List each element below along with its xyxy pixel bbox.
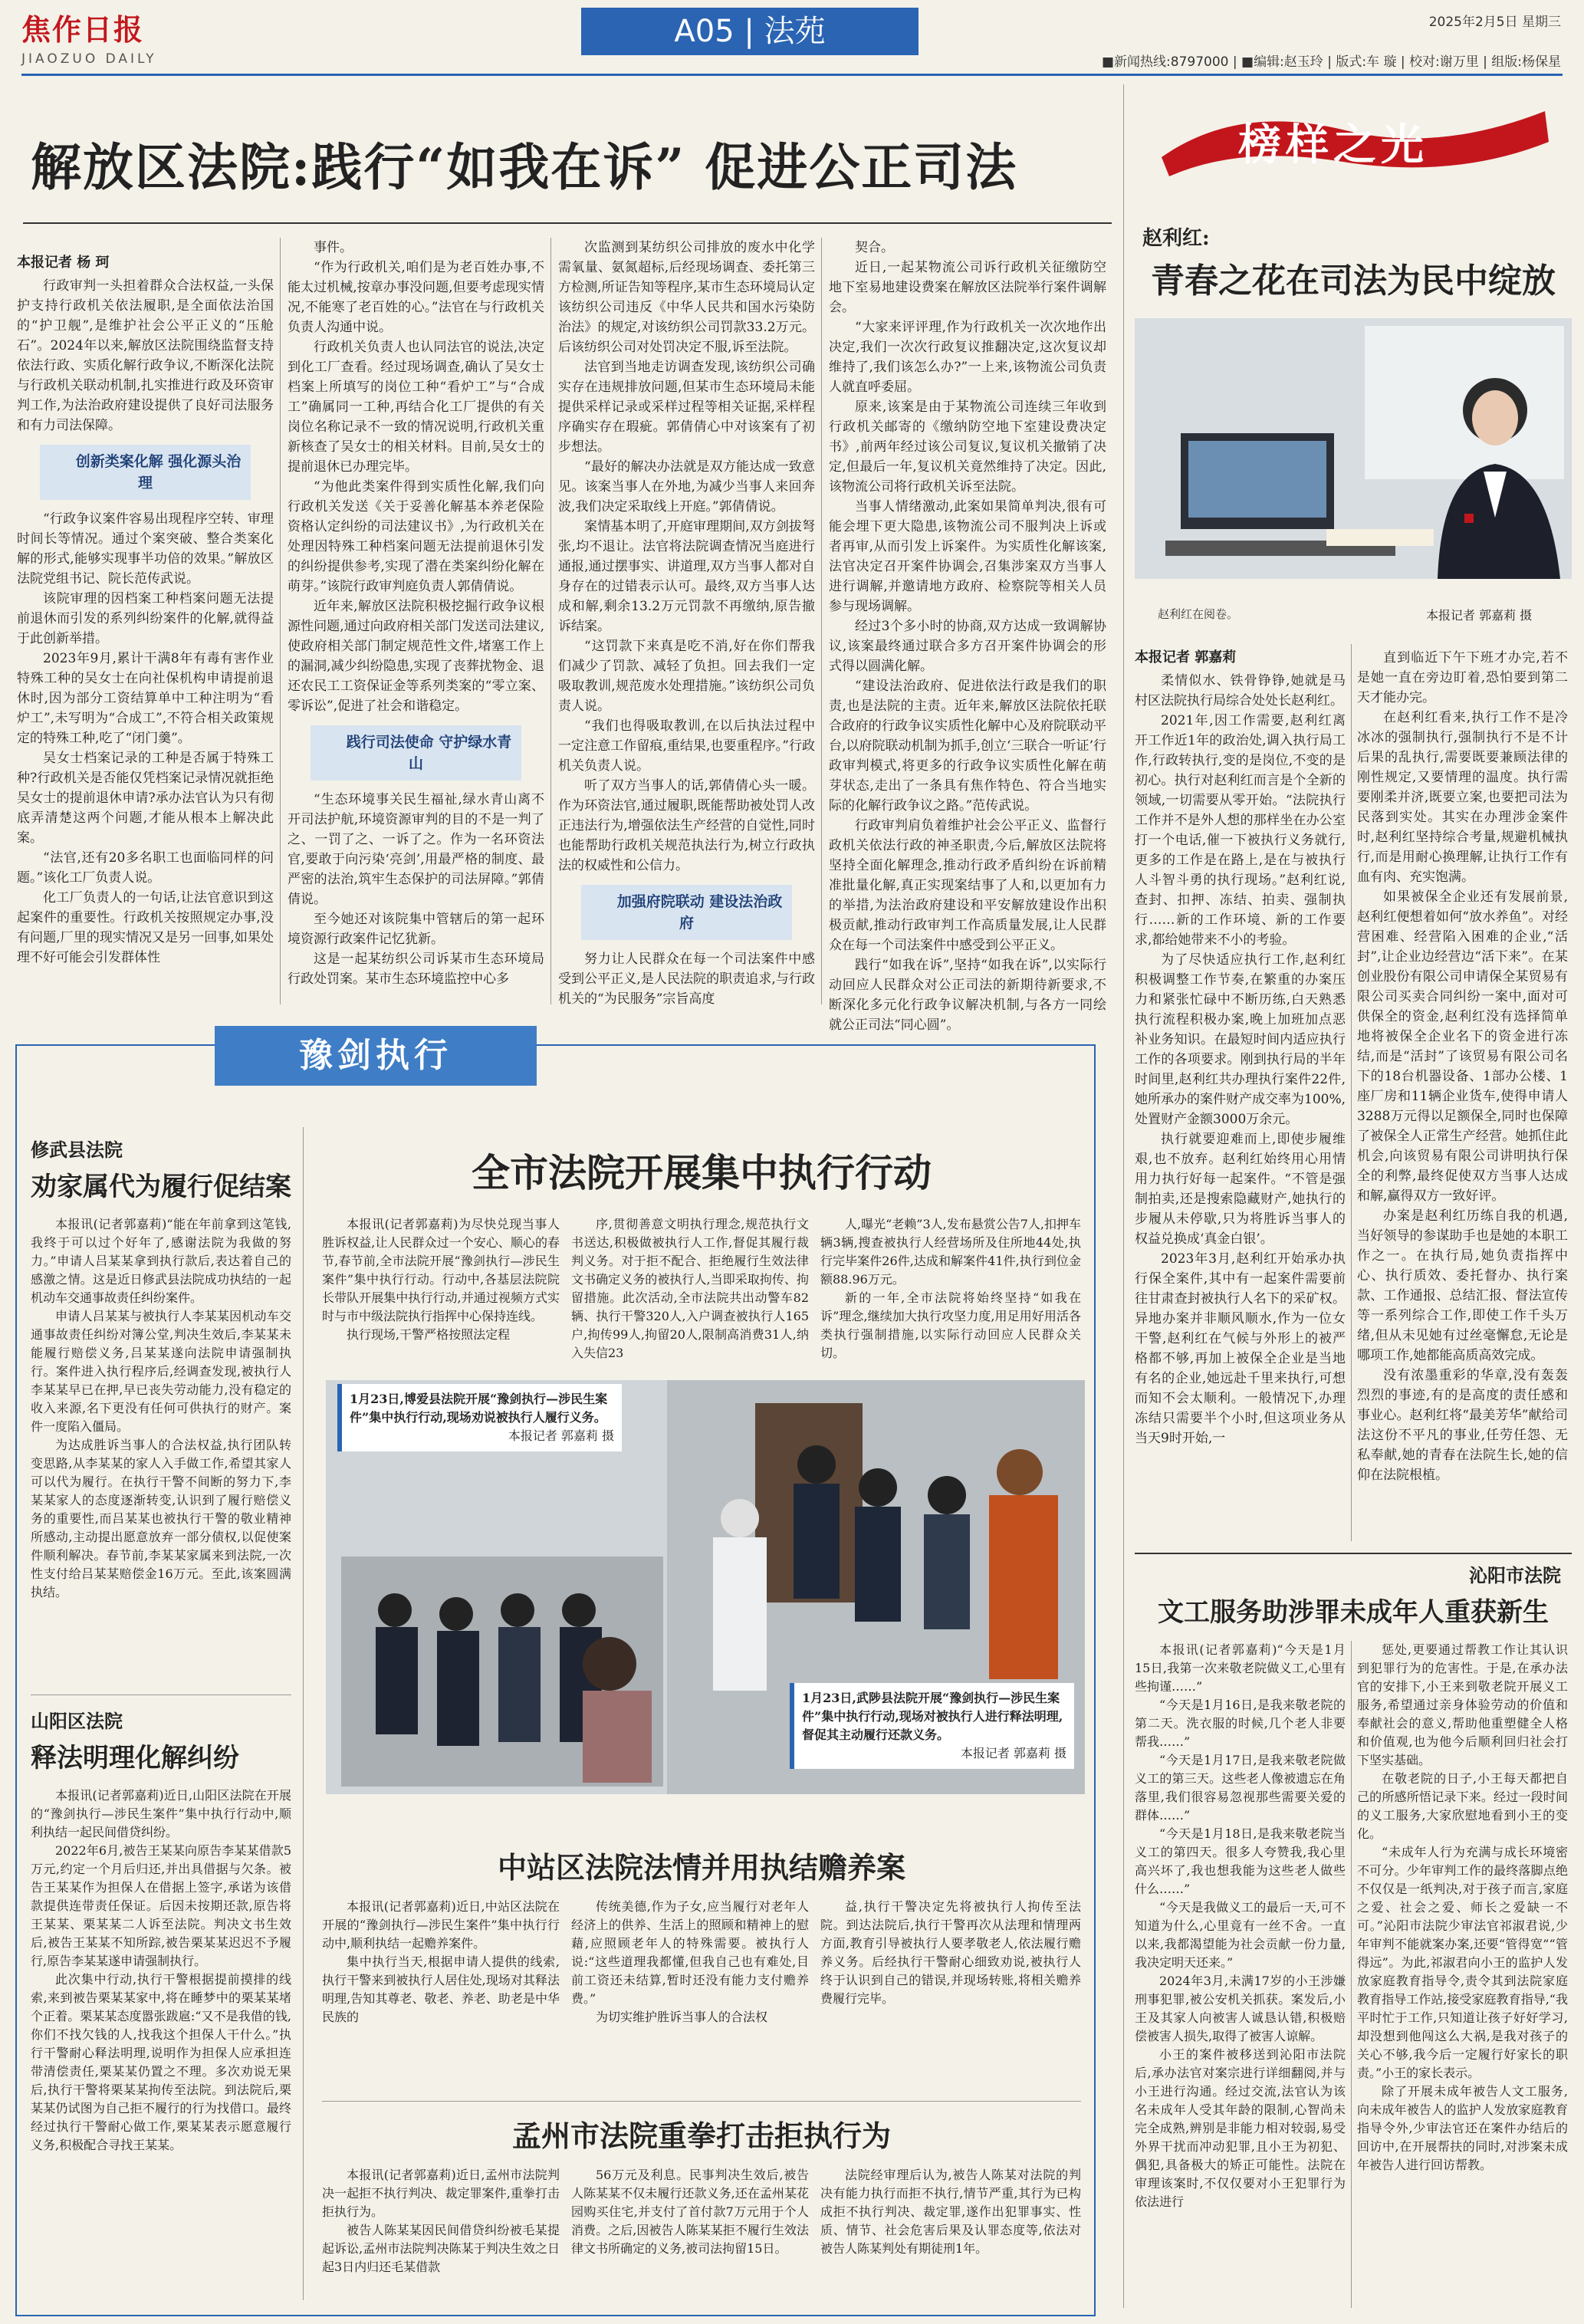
lead-paragraph: 化工厂负责人的一句话,让法官意识到这起案件的重要性。行政机关按照规定办事,没有问题,厂里的现实情况又是另一回事,如果处理不好可能会引发群体性 — [17, 890, 274, 965]
issue-date: 2025年2月5日 星期三 — [1428, 15, 1561, 30]
mengzhou-paragraph: 56万元及利息。民事判决生效后,被告人陈某某不仅未履行还款义务,还在孟州某花园购买住宅,并支付了首付款7万元用于个人消费。之后,因被告人陈某某拒不履行生效法律文书所确定的义务,被司法拘留15日。 — [571, 2168, 809, 2256]
zhongzhan-headline: 中站区法院法情并用执结赡养案 — [497, 1850, 905, 1885]
lead-paragraph: “行政争议案件容易出现程序空转、审理时间长等情况。通过个案突破、整合类案化解的形式,能够实现事半功倍的效果。”解放区法院党组书记、院长范传武说。 — [17, 511, 274, 587]
judge-photo-image — [1135, 318, 1572, 579]
zhongzhan-column-3 — [820, 1898, 1081, 2008]
xiuwu-court-name: 修武县法院 — [31, 1139, 123, 1161]
feature-paragraph: 为了尽快适应执行工作,赵利红积极调整工作节奏,在繁重的办案压力和紧张忙碌中不断历练,白天熟悉执行流程积极办案,晚上加班加点恶补业务知识。在最短时间内适应执行工作的各项要求。刚到执行局的半年时间里,赵利红共办理执行案件22件,她所承办的案件财产成交率为100%,处置财产金额3000万余元。 — [1135, 952, 1346, 1127]
xiuwu-body — [31, 1215, 291, 1602]
lead-column-1 — [17, 253, 274, 968]
qinyang-paragraph: 惩处,更要通过帮教工作让其认识到犯罪行为的危害性。于是,在承办法官的安排下,小王来到敬老院开展义工服务,希望通过亲身体验劳动的价值和奉献社会的意义,帮助他重塑健全人格和价值观,也为他今后顺利回归社会打下坚实基础。 — [1357, 1642, 1568, 1767]
qinyang-paragraph: “今天是1月17日,是我来敬老院做义工的第三天。这些老人像被遗忘在角落里,我们很容易忽视那些需要关爱的群体……” — [1135, 1753, 1346, 1823]
feature-paragraph: 在赵利红看来,执行工作不是冷冰冰的强制执行,强制执行不是不计后果的乱执行,需要既要兼顾法律的刚性规定,又要情理的温度。执行需要刚柔并济,既要立案,也要把司法为民落到实处。其实在办理涉金案件时,赵利红坚持综合考量,规避机械执行,而是用耐心换理解,让执行工作有血有肉、充实饱满。 — [1357, 710, 1568, 885]
main-paragraph: 新的一年,全市法院将始终坚持“如我在诉”理念,继续加大执行攻坚力度,用足用好用活各类执行强制措施,以实际行动回应人民群众关切。 — [820, 1290, 1081, 1360]
lead-paragraph: 当事人情绪激动,此案如果简单判决,很有可能会埋下更大隐患,该物流公司不服判决上诉或者再审,从而引发上诉案件。为实质性化解该案,法官决定召开案件协调会,召集涉案双方当事人进行调解,并邀请地方政府、检察院等相关人员参与现场调解。 — [829, 499, 1106, 614]
lead-paragraph: 法官到当地走访调查发现,该纺织公司确实存在违规排放问题,但某市生态环境局未能提供采样记录或采样过程等相关证据,采样程序确实存在瑕疵。郭倩倩心中对该案有了初步想法。 — [558, 360, 815, 455]
lead-paragraph: 近日,一起某物流公司诉行政机关征缴防空地下室易地建设费案在解放区法院举行案件调解会。 — [829, 260, 1106, 315]
column-divider — [550, 238, 551, 1004]
feature-column-1 — [1135, 648, 1346, 1448]
feature-headline: 青春之花在司法为民中绽放 — [1151, 261, 1556, 301]
lead-headline: 解放区法院:践行“如我在诉” 促进公正司法 — [31, 137, 1018, 197]
zhongzhan-paragraph: 本报讯(记者郭嘉莉)近日,中站区法院在开展的“豫剑执行—涉民生案件”集中执行行动中,顺利执结一起赡养案件。 — [322, 1899, 560, 1951]
page-number: A05 — [674, 14, 734, 49]
qinyang-paragraph: “未成年人行为充满与成长环境密不可分。少年审判工作的最终落脚点绝不仅仅是一纸判决,对于孩子而言,家庭之爱、社会之爱、师长之爱缺一不可。”沁阳市法院少审法官祁淑君说,少年审判不能就案办案,还要“管得宽”“管得远”。为此,祁淑君向小王的监护人发放家庭教育指导令,责令其到法院家庭教育指导工作站,接受家庭教育指导,“我平时忙于工作,只知道让孩子好好学习,却没想到他闯这么大祸,是我对孩子的关心不够,我今后一定履行好家长的职责。”小王的家长表示。 — [1357, 1845, 1568, 2080]
lead-paragraph: 2023年9月,累计干满8年有毒有害作业特殊工种的吴女士在向社保机构申请提前退休时,因为部分工资结算单中工种注明为“看炉工”,未写明为“合成工”,不符合相关政策规定的特殊工种,吃了“闭门羹”。 — [17, 651, 274, 746]
qinyang-paragraph: 小王的案件被移送到沁阳市法院后,承办法官对案宗进行详细翻阅,并与小王进行沟通。经过交流,法官认为该名未成年人受其年龄的限制,心智尚未完全成熟,辨别是非能力相对较弱,易受外界干扰而冲动犯罪,且小王为初犯、偶犯,具备极大的矫正可能性。法院在审理该案时,不仅仅要对小王犯罪行为依法进行 — [1135, 2047, 1346, 2209]
feature-paragraph: 2023年3月,赵利红开始承办执行保全案件,其中有一起案件需要前往甘肃查封被执行人名下的采矿权。异地办案并非顺风顺水,作为一位女干警,赵利红在气候与外形上的被严格都不够,再加上被保全企业是当地有名的企业,她远赴千里来执行,可想而知不会太顺利。一般情况下,办理冻结只需要半个小时,但这项业务从当天9时开始,一 — [1135, 1251, 1346, 1446]
photo-caption-1 — [337, 1384, 622, 1451]
mengzhou-column-1 — [322, 2166, 560, 2276]
lead-paragraph: 次监测到某纺织公司排放的废水中化学需氧量、氨氮超标,后经现场调查、委托第三方检测,所证告知等程序,某市生态环境局认定该纺织公司违反《中华人民共和国水污染防治法》的规定,对该纺织公司罚款33.2万元。后该纺织公司对处罚决定不服,诉至法院。 — [558, 240, 815, 355]
header-rule — [21, 74, 1563, 76]
qinyang-paragraph: “今天是1月16日,是我来敬老院的第二天。洗衣服的时候,几个老人非要帮我……” — [1135, 1698, 1346, 1749]
column-divider — [821, 238, 822, 1004]
lead-subhead-1: 创新类案化解 强化源头治理 — [40, 445, 251, 500]
lead-paragraph: 践行“如我在诉”,坚持“如我在诉”,以实际行动回应人民群众对公正司法的新期待新要求,不断深化多元化行政争议解决机制,与各方一同绘就公正司法“同心圆”。 — [829, 958, 1106, 1033]
lead-paragraph: 事件。 — [314, 240, 353, 255]
mengzhou-paragraph: 被告人陈某某因民间借贷纠纷被毛某提起诉讼,孟州市法院判决陈某于判决生效之日起3日内归还毛某借款 — [322, 2223, 560, 2274]
page-section-tab: A05 | 法苑 — [581, 8, 919, 55]
zhongzhan-paragraph: 益,执行干警决定先将被执行人拘传至法院。到达法院后,执行干警再次从法理和情理两方面,教育引导被执行人要孝敬老人,依法履行赡养义务。后经执行干警耐心细致劝说,被执行人终于认识到自己的错误,并现场转账,将相关赡养费履行完毕。 — [820, 1899, 1081, 2006]
xiuwu-paragraph: 本报讯(记者郭嘉莉)“能在年前拿到这笔钱,我终于可以过个好年了,感谢法院为我做的努力。”申请人吕某某拿到执行款后,表达着自己的感激之情。这是近日修武县法院成功执结的一起机动车交通事故责任纠纷案件。 — [31, 1217, 291, 1305]
feature-column-2 — [1357, 648, 1568, 1485]
mengzhou-paragraph: 本报讯(记者郭嘉莉)近日,孟州市法院判决一起拒不执行判决、裁定罪案件,重拳打击拒执行为。 — [322, 2168, 560, 2219]
newspaper-logo-en: JIAOZUO DAILY — [21, 51, 157, 67]
headline-rule — [23, 222, 1112, 224]
lead-paragraph: 行政审判一头担着群众合法权益,一头保护支持行政机关依法履职,是全面依法治国的“护卫舰”,是维护社会公平正义的“压舱石”。2024年以来,解放区法院围绕监督支持依法行政、实质化解行政争议,不断深化法院与行政机关联动机制,扎实推进行政及环资审判工作,为法治政府建设提供了良好司法服务和有力司法保障。 — [17, 278, 274, 433]
photo-caption-1-text: 1月23日,博爱县法院开展“豫剑执行—涉民生案件”集中执行行动,现场劝说被执行人履行义务。 — [350, 1392, 608, 1425]
shanyang-headline: 释法明理化解纠纷 — [31, 1743, 239, 1773]
shanyang-paragraph: 本报讯(记者郭嘉莉)近日,山阳区法院在开展的“豫剑执行—涉民生案件”集中执行行动中,顺利执结一起民间借贷纠纷。 — [31, 1788, 291, 1839]
lead-paragraph: 该院审理的因档案工种档案问题无法提前退休而引发的系列纠纷案件的化解,就得益于此创新举措。 — [17, 591, 274, 646]
qinyang-paragraph: “今天是我做义工的最后一天,可不知道为什么,心里竟有一丝不舍。一直以来,我都渴望能为社会贡献一份力量,我决定明天还来。” — [1135, 1900, 1346, 1970]
lead-paragraph: “为他此类案件得到实质性化解,我们向行政机关发送《关于妥善化解基本养老保险资格认定纠纷的司法建议书》,为行政机关在处理因特殊工种档案问题无法提前退休引发的纠纷提供参考,实现了潜在类案纠纷化解在萌芽。”该院行政审判庭负责人郭倩倩说。 — [288, 479, 544, 594]
feature-photo — [1135, 318, 1572, 579]
bangyang-title: 榜样之光 — [1238, 120, 1428, 170]
zhongzhan-paragraph: 集中执行当天,根据申请人提供的线索,执行干警来到被执行人居住处,现场对其释法明理,告知其尊老、敬老、养老、助老是中华民族的 — [322, 1954, 560, 2024]
feature-paragraph: 执行就要迎难而上,即使步履维艰,也不放弃。赵利红始终用心用情用力执行好每一起案件。“不管是强制拍卖,还是搜索隐藏财产,她执行的步履从未停歇,只为将胜诉当事人的权益兑换成‘真金白银’。 — [1135, 1132, 1346, 1247]
lead-paragraph: 行政审判肩负着维护社会公平正义、监督行政机关依法行政的神圣职责,今后,解放区法院将坚持全面化解理念,推动行政矛盾纠纷在诉前精准批量化解,真正实现案结事了人和,以更加有力的举措,为法治政府建设和平安解放建设作出积极贡献,推动行政审判工作高质量发展,让人民群众在每一个司法案件中感受到公平正义。 — [829, 818, 1106, 953]
qinyang-paragraph: 在敬老院的日子,小王每天都把自己的所感所悟记录下来。经过一段时间的义工服务,大家欣慰地看到小王的变化。 — [1357, 1771, 1568, 1841]
feature-paragraph: 没有浓墨重彩的华章,没有轰轰烈烈的事迹,有的是高度的责任感和事业心。赵利红将“最美芳华”献给司法这份不平凡的事业,任劳任怨、无私奉献,她的青春在法院生长,她的信仰在法院根植。 — [1357, 1368, 1568, 1483]
qinyang-court-name: 沁阳市法院 — [1469, 1564, 1561, 1586]
column-divider — [1351, 1641, 1352, 2308]
qinyang-paragraph: 2024年3月,未满17岁的小王涉嫌刑事犯罪,被公安机关抓获。案发后,小王及其家人向被害人诚恳认错,积极赔偿被害人损失,取得了被害人谅解。 — [1135, 1974, 1346, 2043]
feature-paragraph: 办案是赵利红历练自我的机遇,当好领导的参谋助手也是她的本职工作之一。在执行局,她负责指挥中心、执行质效、委托督办、执行案款、工作通报、总结汇报、督法宣传等一系列综合工作,即使工作千头万绪,但从未见她有过丝毫懈怠,无论是哪项工作,她都能高质高效完成。 — [1357, 1208, 1568, 1363]
shanyang-paragraph: 此次集中行动,执行干警根据提前摸排的线索,来到被告栗某某家中,将在睡梦中的栗某某堵个正着。栗某某态度嚣张跋扈:“又不是我借的钱,你们不找欠钱的人,找我这个担保人干什么。”执行干警耐心释法明理,说明作为担保人应承担连带清偿责任,栗某某仍置之不理。多次劝说无果后,执行干警将栗某某拘传至法院。到法院后,栗某某仍试图为自己拒不履行的行为找借口。最终经过执行干警耐心做工作,栗某某表示愿意履行义务,积极配合寻找王某某。 — [31, 1972, 291, 2152]
photo-caption-1-credit: 本报记者 郭嘉莉 摄 — [508, 1428, 614, 1443]
lead-column-3 — [558, 238, 815, 1009]
editor-credits: ■新闻热线:8797000 | ■编辑:赵玉玲 | 版式:车 璇 | 校对:谢万里 | 组版:杨保星 — [1101, 54, 1561, 70]
mengzhou-paragraph: 法院经审理后认为,被告人陈某对法院的判决有能力执行而拒不执行,情节严重,其行为已构成拒不执行判决、裁定罪,遂作出犯罪事实、性质、情节、社会危害后果及认罪态度等,依法对被告人陈某判处有期徒刑1年。 — [820, 2168, 1081, 2256]
main-column-2 — [571, 1215, 809, 1363]
mengzhou-column-2 — [571, 2166, 809, 2258]
lead-column-4 — [829, 238, 1106, 1035]
lead-paragraph: “我们也得吸取教训,在以后执法过程中一定注意工作留痕,重结果,也要重程序。”行政机关负责人说。 — [558, 718, 815, 774]
column-divider — [303, 1127, 304, 2300]
xiuwu-headline: 劝家属代为履行促结案 — [31, 1172, 291, 1202]
lead-paragraph: “生态环境事关民生福祉,绿水青山离不开司法护航,环境资源审判的目的不是一判了之、一罚了之、一诉了之。作为一名环资法官,要敢于向污染‘亮剑’,用最严格的制度、最严密的法治,筑牢生态保护的司法屏障。”郭倩倩说。 — [288, 792, 544, 907]
section-rule — [1135, 1553, 1572, 1554]
qinyang-column-1 — [1135, 1641, 1346, 2211]
feature-paragraph: 直到临近下午下班才办完,若不是她一直在旁边盯着,恐怕要到第二天才能办完。 — [1357, 650, 1568, 705]
shanyang-body — [31, 1787, 291, 2155]
feature-photo-caption: 赵利红在阅卷。 — [1158, 607, 1239, 621]
lead-paragraph: 努力让人民群众在每一个司法案件中感受到公平正义,是人民法院的职责追求,与行政机关的“为民服务”宗旨高度 — [558, 952, 815, 1007]
lead-paragraph: 听了双方当事人的话,郭倩倩心头一暖。作为环资法官,通过履职,既能帮助被处罚人改正违法行为,增强依法生产经营的自觉性,同时也能帮助行政机关规范执法行为,树立行政执法的权威性和公信力。 — [558, 778, 815, 873]
shanyang-court-name: 山阳区法院 — [31, 1710, 123, 1732]
feature-person-name: 赵利红: — [1142, 227, 1210, 250]
main-paragraph: 人,曝光“老赖”3人,发布悬赏公告7人,扣押车辆3辆,搜查被执行人经营场所及住所地44处,执行完毕案件26件,达成和解案件41件,执行到位金额88.96万元。 — [820, 1217, 1081, 1287]
qinyang-paragraph: 本报讯(记者郭嘉莉)“今天是1月15日,我第一次来敬老院做义工,心里有些拘谨……” — [1135, 1642, 1346, 1694]
lead-paragraph: 行政机关负责人也认同法官的说法,决定到化工厂查看。经过现场调查,确认了吴女士档案上所填写的岗位工种“看炉工”与“合成工”确属同一工种,再结合化工厂提供的有关岗位名称记录不一致的情况说明,行政机关重新核查了吴女士的相关材料。目前,吴女士的提前退休已办理完毕。 — [288, 340, 544, 475]
section-name: 法苑 — [764, 14, 826, 49]
feature-paragraph: 如果被保全企业还有发展前景,赵利红便想着如何“放水养鱼”。对经营困难、经营陷入困难的企业,“活封”,让企业边经营边“活下来”。在某创业股份有限公司申请保全某贸易有限公司买卖合同纠纷一案中,面对可供保全的资金,赵利红没有选择简单地将被保全企业名下的资金进行冻结,而是“活封”了该贸易有限公司名下的18台机器设备、1部办公楼、1座厂房和11辆企业货车,使得申请人3288万元得以足额保全,同时也保障了被保全人正常生产经营。她抓住此机会,向该贸易有限公司讲明执行保全的利弊,最终促使双方当事人达成和解,赢得双方一致好评。 — [1357, 889, 1568, 1204]
lead-paragraph: “作为行政机关,咱们是为老百姓办事,不能太过机械,按章办事没问题,但要考虑现实情况,不能寒了老百姓的心。”法官在与行政机关负责人沟通中说。 — [288, 260, 544, 335]
main-column-1 — [322, 1215, 560, 1344]
main-paragraph: 本报讯(记者郭嘉莉)为尽快兑现当事人胜诉权益,让人民群众过一个安心、顺心的春节,春节前,全市法院开展“豫剑执行—涉民生案件”集中执行行动。行动中,各基层法院院长带队开展集中执行行动,并通过视频方式实时与市中级法院执行指挥中心保持连线。 — [322, 1217, 560, 1323]
mengzhou-headline: 孟州市法院重拳打击拒执行为 — [511, 2119, 891, 2153]
photo-caption-2-text: 1月23日,武陟县法院开展“豫剑执行—涉民生案件”集中执行行动,现场对被执行人进行释法明理,督促其主动履行还款义务。 — [802, 1691, 1063, 1742]
yujian-banner: 豫剑执行 — [215, 1026, 537, 1086]
photo-caption-2 — [790, 1683, 1074, 1769]
qinyang-headline: 文工服务助涉罪未成年人重获新生 — [1158, 1597, 1549, 1628]
zhongzhan-paragraph: 为切实维护胜诉当事人的合法权 — [596, 2010, 768, 2024]
lead-paragraph: 案情基本明了,开庭审理期间,双方剑拔弩张,均不退让。法官将法院调查情况当庭进行通报,通过摆事实、讲道理,双方当事人都对自身存在的过错表示认可。最终,双方当事人达成和解,剩余13.2万元罚款不再缴纳,原告撤诉结案。 — [558, 519, 815, 634]
feature-paragraph: 2021年,因工作需要,赵利红离开工作近1年的政治处,调入执行局工作,行政转执行,变的是岗位,不变的是初心。执行对赵利红而言是个全新的领域,一切需要从零开始。“法院执行工作并不是外人想的那样坐在办公室打一个电话,催一下被执行义务就行,更多的工作是在路上,是在与被执行人斗智斗勇的执行现场。”赵利红说,查封、扣押、冻结、拍卖、强制执行……新的工作环境、新的工作要求,都给她带来不小的考验。 — [1135, 713, 1346, 948]
lead-paragraph: 契合。 — [855, 240, 894, 255]
feature-photo-credit: 本报记者 郭嘉莉 摄 — [1426, 608, 1533, 623]
newspaper-logo: 焦作日报 — [21, 12, 145, 47]
page-divider — [1123, 84, 1124, 2308]
lead-subhead-3: 加强府院联动 建设法治政府 — [581, 885, 792, 940]
feature-paragraph: 柔情似水、铁骨铮铮,她就是马村区法院执行局综合处处长赵利红。 — [1135, 673, 1346, 708]
lead-paragraph: “大家来评评理,作为行政机关一次次地作出决定,我们一次次行政复议推翻决定,这次复议却维持了,我们该怎么办?”一上来,该物流公司负责人就直呼委屈。 — [829, 320, 1106, 395]
lead-paragraph: “这罚款下来真是吃不消,好在你们帮我们减少了罚款、减轻了负担。回去我们一定吸取教训,规范废水处理措施。”该纺织公司负责人说。 — [558, 639, 815, 714]
masthead — [21, 6, 167, 67]
lead-subhead-2: 践行司法使命 守护绿水青山 — [311, 725, 521, 781]
main-column-3 — [820, 1215, 1081, 1363]
section-rule — [322, 2101, 1081, 2102]
photo-caption-2-credit: 本报记者 郭嘉莉 摄 — [960, 1746, 1066, 1760]
column-divider — [280, 238, 281, 1004]
lead-paragraph: “最好的解决办法就是双方能达成一致意见。该案当事人在外地,为减少当事人来回奔波,我们决定采取线上开庭。”郭倩倩说。 — [558, 459, 815, 514]
main-headline: 全市法院开展集中执行行动 — [472, 1150, 932, 1195]
lead-byline: 本报记者 杨 珂 — [17, 255, 110, 271]
qinyang-paragraph: 除了开展未成年被告人文工服务,向未成年被告人的监护人发放家庭教育指导令外,少审法官还在案件办结后的回访中,在开展帮扶的同时,对涉案未成年被告人进行回访帮教。 — [1357, 2084, 1568, 2172]
xiuwu-paragraph: 为达成胜诉当事人的合法权益,执行团队转变思路,从李某某的家人入手做工作,希望其家人可以代为履行。在执行干警不间断的努力下,李某某家人的态度逐渐转变,认识到了履行赔偿义务的重要性,而吕某某也被执行干警的敬业精神所感动,主动提出愿意放弃一部分债权,以促使案件顺利解决。春节前,李某某家属来到法院,一次性支付给吕某某赔偿金16万元。至此,该案圆满执结。 — [31, 1438, 291, 1599]
main-paragraph: 序,贯彻善意文明执行理念,规范执行文书送达,积极做被执行人工作,督促其履行裁判义务。对于拒不配合、拒绝履行生效法律文书确定义务的被执行人,当即采取拘传、拘留措施。此次活动,全市法院共出动警车82辆、执行干警320人,入户调查被执行人165户,拘传99人,拘留20人,限制高消费31人,纳入失信23 — [571, 1217, 809, 1360]
zhongzhan-paragraph: 传统美德,作为子女,应当履行对老年人经济上的供养、生活上的照顾和精神上的慰藉,应照顾老年人的特殊需要。被执行人说:“这些道理我都懂,但我自己也有难处,目前工资还未结算,暂时还没有能力支付赡养费。” — [571, 1899, 809, 2006]
lead-paragraph: 经过3个多小时的协商,双方达成一致调解协议,该案最终通过联合多方召开案件协调会的形式得以圆满化解。 — [829, 619, 1106, 674]
lead-column-2 — [288, 238, 544, 989]
lead-paragraph: 吴女士档案记录的工种是否属于特殊工种?行政机关是否能仅凭档案记录情况就拒绝吴女士的提前退休申请?承办法官认为只有彻底弄清楚这两个问题,才能从根本上解决此案。 — [17, 751, 274, 846]
xiuwu-paragraph: 申请人吕某某与被执行人李某某因机动车交通事故责任纠纷对簿公堂,判决生效后,李某某未能履行赔偿义务,吕某某遂向法院申请强制执行。案件进入执行程序后,经调查发现,被执行人李某某早已在押,早已丧失劳动能力,没有稳定的收入来源,名下更没有任何可供执行的财产。案件一度陷入僵局。 — [31, 1309, 291, 1434]
lead-paragraph: 近年来,解放区法院积极挖掘行政争议根源性问题,通过向政府相关部门发送司法建议,使政府相关部门制定规范性文件,堵塞工作上的漏洞,减少纠纷隐患,实现了丧葬扰物金、退还农民工工资保证金等系列类案的“零立案、零诉讼”,促进了社会和谐稳定。 — [288, 599, 544, 714]
main-paragraph: 执行现场,干警严格按照法定程 — [347, 1327, 511, 1342]
mengzhou-column-3 — [820, 2166, 1081, 2258]
zhongzhan-column-1 — [322, 1898, 560, 2027]
lead-paragraph: 至今她还对该院集中管辖后的第一起环境资源行政案件记忆犹新。 — [288, 912, 544, 947]
lead-paragraph: “建设法治政府、促进依法行政是我们的职责,也是法院的主责。近年来,解放区法院依托联合政府的行政争议实质性化解中心及府院联动平台,以府院联动机制为抓手,创立‘三联合一听证’行政审判模式,将更多的行政争议实质性化解在萌芽状态,走出了一条具有焦作特色、符合当地实际的化解行政争议之路。”范传武说。 — [829, 679, 1106, 814]
qinyang-paragraph: “今天是1月18日,是我来敬老院当义工的第四天。很多人夸赞我,我心里高兴坏了,我也想我能为这些老人做些什么……” — [1135, 1826, 1346, 1896]
shanyang-paragraph: 2022年6月,被告王某某向原告李某某借款5万元,约定一个月后归还,并出具借据与欠条。被告王某某作为担保人在借据上签字,承诺为该借款提供连带责任保证。后因未按期还款,原告将王某某、栗某某二人诉至法院。判决文书生效后,被告王某某不知所踪,被告栗某某迟迟不予履行,原告李某某遂申请强制执行。 — [31, 1843, 291, 1968]
bangyang-badge — [1146, 88, 1564, 188]
lead-paragraph: “法官,还有20多名职工也面临同样的问题。”该化工厂负责人说。 — [17, 850, 274, 886]
zhongzhan-column-2 — [571, 1898, 809, 2027]
qinyang-column-2 — [1357, 1641, 1568, 2174]
lead-paragraph: 原来,该案是由于某物流公司连续三年收到行政机关邮寄的《缴纳防空地下室建设费决定书》,前两年经过该公司复议,复议机关撤销了决定,但最后一年,复议机关竟然维持了决定。因此,该物流公司将行政机关诉至法院。 — [829, 399, 1106, 495]
column-divider — [1351, 644, 1352, 1541]
feature-byline: 本报记者 郭嘉莉 — [1135, 649, 1237, 666]
lead-paragraph: 这是一起某纺织公司诉某市生态环境局行政处罚案。某市生态环境监控中心多 — [288, 952, 544, 987]
